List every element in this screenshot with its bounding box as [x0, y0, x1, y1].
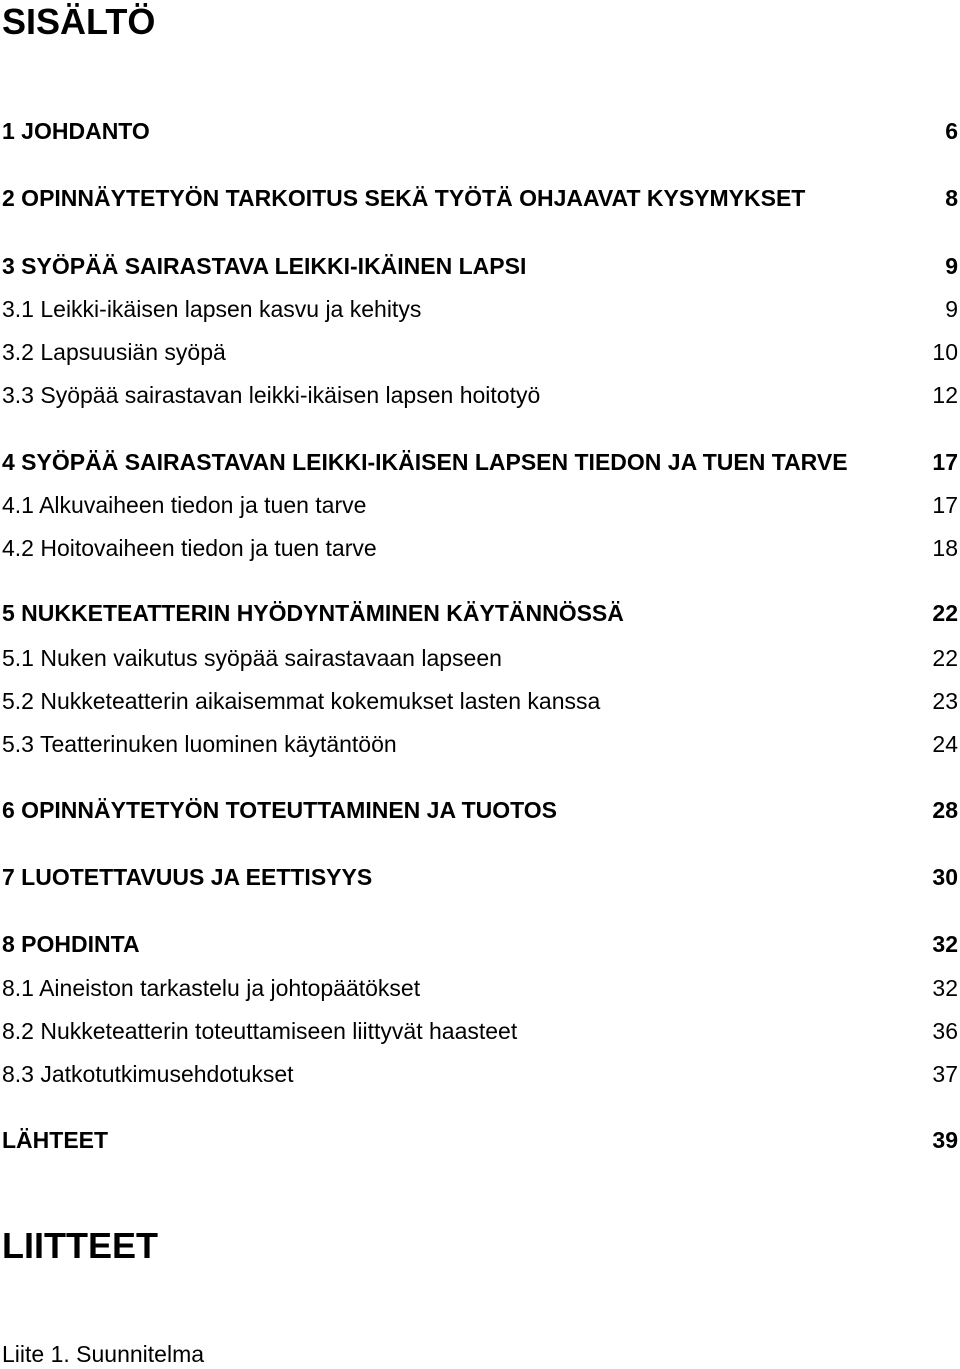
toc-entry-page: 37: [932, 1060, 958, 1087]
toc-entry-page: 36: [932, 1017, 958, 1044]
toc-entry-label: LÄHTEET: [2, 1126, 109, 1153]
toc-entry-page: 22: [932, 644, 958, 671]
toc-entry-label: 8.3 Jatkotutkimusehdotukset: [2, 1060, 294, 1087]
toc-entry-label: 8.1 Aineiston tarkastelu ja johtopäätökset: [2, 974, 421, 1001]
toc-entry-4-2: [2, 533, 958, 563]
toc-entry-page: 9: [945, 295, 958, 322]
toc-entry-label: 4.1 Alkuvaiheen tiedon ja tuen tarve: [2, 491, 367, 518]
toc-entry-3-2: [2, 337, 958, 367]
toc-entry-page: 18: [932, 534, 958, 561]
toc-entry-label: 8.2 Nukketeatterin toteuttamiseen liittyvät haasteet: [2, 1017, 518, 1044]
toc-entry-7: [2, 862, 958, 892]
toc-entry-page: 9: [945, 252, 958, 279]
toc-entry-page: 32: [932, 974, 958, 1001]
toc-entry-label: 3 SYÖPÄÄ SAIRASTAVA LEIKKI-IKÄINEN LAPSI: [2, 252, 527, 279]
toc-entry-label: 5.2 Nukketeatterin aikaisemmat kokemukset lasten kanssa: [2, 687, 601, 714]
toc-entry-2: [2, 183, 958, 213]
toc-entry-5-1: [2, 643, 958, 673]
toc-entry-3-3: [2, 380, 958, 410]
toc-entry-label: 3.1 Leikki-ikäisen lapsen kasvu ja kehitys: [2, 295, 422, 322]
toc-entry-page: 17: [932, 491, 958, 518]
toc-entry-page: 8: [945, 184, 958, 211]
toc-entry-page: 12: [932, 381, 958, 408]
toc-entry-page: 10: [932, 338, 958, 365]
toc-entry-label: 7 LUOTETTAVUUS JA EETTISYYS: [2, 863, 373, 890]
toc-entry-label: 4.2 Hoitovaiheen tiedon ja tuen tarve: [2, 534, 377, 561]
toc-entry-label: 1 JOHDANTO: [2, 117, 150, 144]
toc-entry-label: 8 POHDINTA: [2, 930, 140, 957]
toc-entry-8: [2, 929, 958, 959]
toc-entry-3: [2, 251, 958, 281]
toc-entry-label: 2 OPINNÄYTETYÖN TARKOITUS SEKÄ TYÖTÄ OHJAAVAT KYSYMYKSET: [2, 184, 806, 211]
toc-entry-8-1: [2, 973, 958, 1003]
toc-entry-label: 3.3 Syöpää sairastavan leikki-ikäisen lapsen hoitotyö: [2, 381, 541, 408]
page-title: SISÄLTÖ: [2, 1, 156, 42]
toc-entry-page: 24: [932, 730, 958, 757]
toc-entry-4: [2, 447, 958, 477]
toc-entry-page: 23: [932, 687, 958, 714]
toc-entry-4-1: [2, 490, 958, 520]
toc-entry-page: 28: [932, 796, 958, 823]
toc-entry-page: 32: [932, 930, 958, 957]
toc-entry-references: [2, 1125, 958, 1155]
appendix-item: Liite 1. Suunnitelma: [2, 1341, 205, 1367]
toc-entry-3-1: [2, 294, 958, 324]
toc-entry-5-3: [2, 729, 958, 759]
appendices-heading: LIITTEET: [2, 1225, 158, 1266]
toc-entry-page: 22: [932, 599, 958, 626]
toc-entry-8-3: [2, 1059, 958, 1089]
toc-entry-label: 3.2 Lapsuusiän syöpä: [2, 338, 226, 365]
toc-entry-5-2: [2, 686, 958, 716]
toc-entry-label: 5 NUKKETEATTERIN HYÖDYNTÄMINEN KÄYTÄNNÖSSÄ: [2, 599, 624, 626]
toc-entry-label: 6 OPINNÄYTETYÖN TOTEUTTAMINEN JA TUOTOS: [2, 796, 558, 823]
toc-entry-6: [2, 795, 958, 825]
toc-entry-page: 30: [932, 863, 958, 890]
toc-entry-page: 17: [932, 448, 958, 475]
toc-entry-8-2: [2, 1016, 958, 1046]
toc-entry-5: [2, 598, 958, 628]
toc-entry-page: 39: [932, 1126, 958, 1153]
toc-entry-label: 4 SYÖPÄÄ SAIRASTAVAN LEIKKI-IKÄISEN LAPSEN TIEDON JA TUEN TARVE: [2, 448, 848, 475]
toc-entry-label: 5.3 Teatterinuken luominen käytäntöön: [2, 730, 397, 757]
toc-entry-page: 6: [945, 117, 958, 144]
toc-entry-1: [2, 116, 958, 146]
toc-entry-label: 5.1 Nuken vaikutus syöpää sairastavaan lapseen: [2, 644, 502, 671]
